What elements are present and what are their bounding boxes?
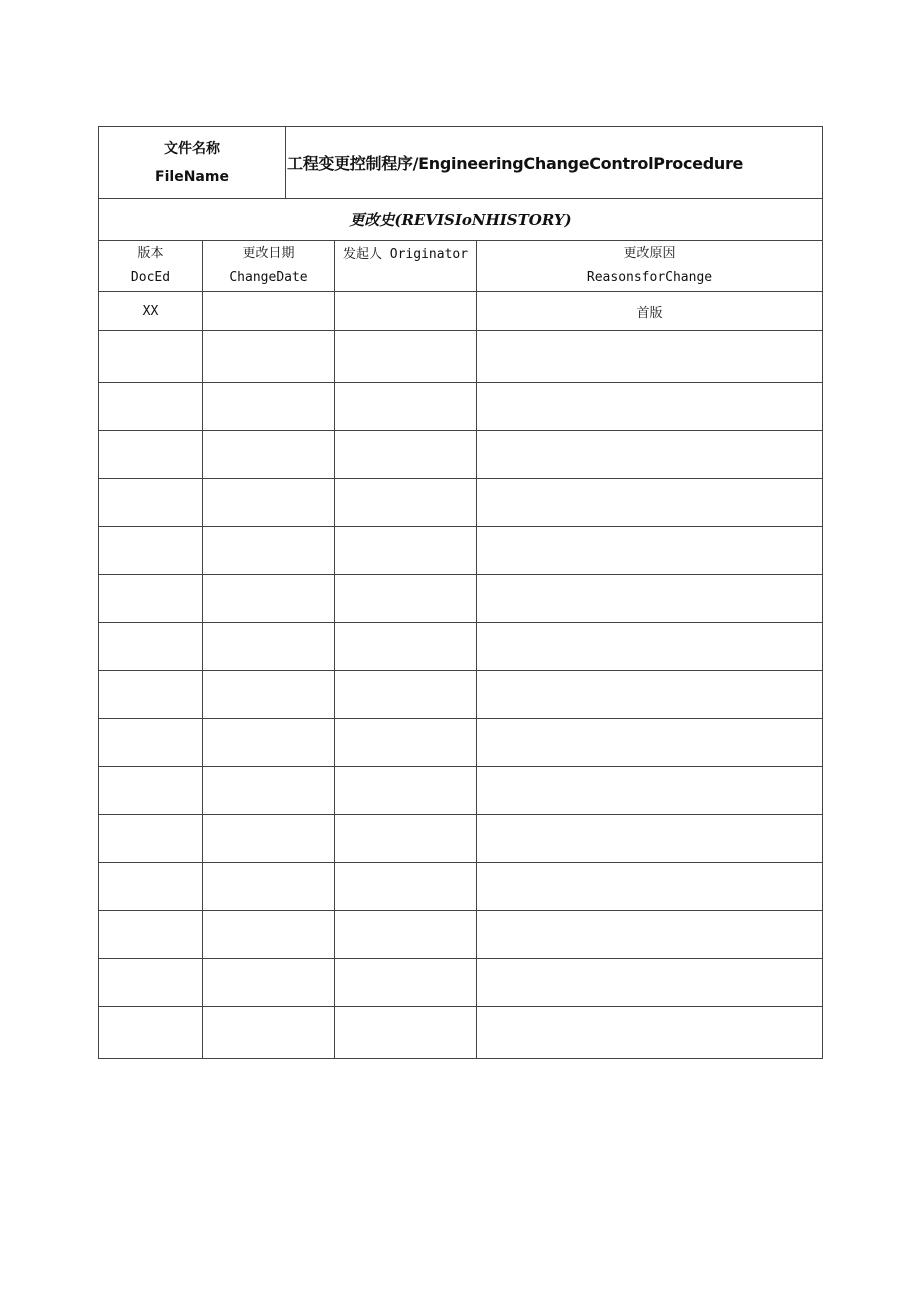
table-row [99, 863, 823, 911]
empty-rows [99, 331, 823, 1059]
column-header-originator-label: 发起人 Originator [342, 247, 469, 262]
cell-originator [335, 479, 477, 527]
cell-change-date [203, 1007, 335, 1059]
table-row [99, 815, 823, 863]
cell-originator [335, 431, 477, 479]
cell-reason [477, 479, 823, 527]
column-header-version-cn: 版本 [137, 246, 164, 261]
cell-version [99, 815, 203, 863]
column-header-originator [335, 241, 477, 292]
cell-version [99, 527, 203, 575]
cell-change-date [203, 911, 335, 959]
cell-originator [335, 1007, 477, 1059]
cell-change-date [203, 527, 335, 575]
column-header-row [99, 241, 823, 292]
column-header-version-en: DocEd [130, 270, 171, 285]
cell-version [99, 331, 203, 383]
cell-change-date [203, 671, 335, 719]
table-row [99, 527, 823, 575]
cell-version [99, 671, 203, 719]
cell-reason: 首版 [477, 292, 823, 331]
cell-originator [335, 331, 477, 383]
cell-version [99, 575, 203, 623]
cell-change-date [203, 863, 335, 911]
cell-change-date [203, 719, 335, 767]
cell-change-date [203, 623, 335, 671]
cell-change-date [203, 431, 335, 479]
cell-originator [335, 292, 477, 331]
cell-reason [477, 1007, 823, 1059]
cell-version [99, 911, 203, 959]
table-row [99, 292, 823, 331]
cell-originator [335, 815, 477, 863]
cell-reason [477, 815, 823, 863]
cell-reason [477, 671, 823, 719]
cell-change-date [203, 383, 335, 431]
cell-originator [335, 527, 477, 575]
cell-originator [335, 383, 477, 431]
cell-version [99, 383, 203, 431]
cell-reason [477, 623, 823, 671]
cell-reason [477, 431, 823, 479]
table-row [99, 767, 823, 815]
cell-change-date [203, 292, 335, 331]
cell-reason [477, 331, 823, 383]
cell-originator [335, 575, 477, 623]
cell-version [99, 767, 203, 815]
column-header-version [99, 241, 203, 292]
table-row [99, 331, 823, 383]
column-header-reason-en: ReasonsforChange [586, 270, 713, 285]
table-row [99, 383, 823, 431]
cell-change-date [203, 479, 335, 527]
cell-change-date [203, 767, 335, 815]
table-row [99, 1007, 823, 1059]
cell-originator [335, 911, 477, 959]
revision-document [98, 126, 822, 1059]
cell-change-date [203, 815, 335, 863]
table-row [99, 719, 823, 767]
cell-reason [477, 911, 823, 959]
table-row [99, 575, 823, 623]
cell-reason [477, 527, 823, 575]
cell-originator [335, 719, 477, 767]
cell-version: XX [99, 292, 203, 331]
table-row [99, 623, 823, 671]
cell-version [99, 479, 203, 527]
cell-reason [477, 767, 823, 815]
table-row [99, 671, 823, 719]
revision-table [98, 126, 823, 1059]
column-header-change-date-cn: 更改日期 [242, 246, 295, 261]
file-name-label-cn: 文件名称 [164, 140, 220, 157]
column-header-change-date-en: ChangeDate [229, 270, 308, 285]
cell-change-date [203, 575, 335, 623]
cell-originator [335, 623, 477, 671]
file-name-label-en: FileName [155, 168, 229, 185]
cell-originator [335, 671, 477, 719]
table-row [99, 431, 823, 479]
cell-change-date [203, 959, 335, 1007]
cell-reason [477, 959, 823, 1007]
cell-reason [477, 863, 823, 911]
cell-originator [335, 863, 477, 911]
cell-originator [335, 767, 477, 815]
cell-version [99, 623, 203, 671]
cell-reason [477, 575, 823, 623]
cell-version [99, 1007, 203, 1059]
column-header-reason-cn: 更改原因 [623, 246, 676, 261]
cell-change-date [203, 331, 335, 383]
revision-history-title: 更改史(REVISIoNHISTORY) [99, 199, 823, 241]
file-name-row [99, 127, 823, 199]
cell-reason [477, 383, 823, 431]
revision-history-title-row [99, 199, 823, 241]
cell-originator [335, 959, 477, 1007]
file-name-label [99, 127, 286, 199]
table-row [99, 911, 823, 959]
column-header-change-date [203, 241, 335, 292]
cell-version [99, 719, 203, 767]
table-row [99, 479, 823, 527]
cell-version [99, 863, 203, 911]
cell-version [99, 959, 203, 1007]
table-row [99, 959, 823, 1007]
file-name-value: 工程变更控制程序/EngineeringChangeControlProcedure [286, 127, 823, 199]
cell-reason [477, 719, 823, 767]
column-header-reason [477, 241, 823, 292]
cell-version [99, 431, 203, 479]
